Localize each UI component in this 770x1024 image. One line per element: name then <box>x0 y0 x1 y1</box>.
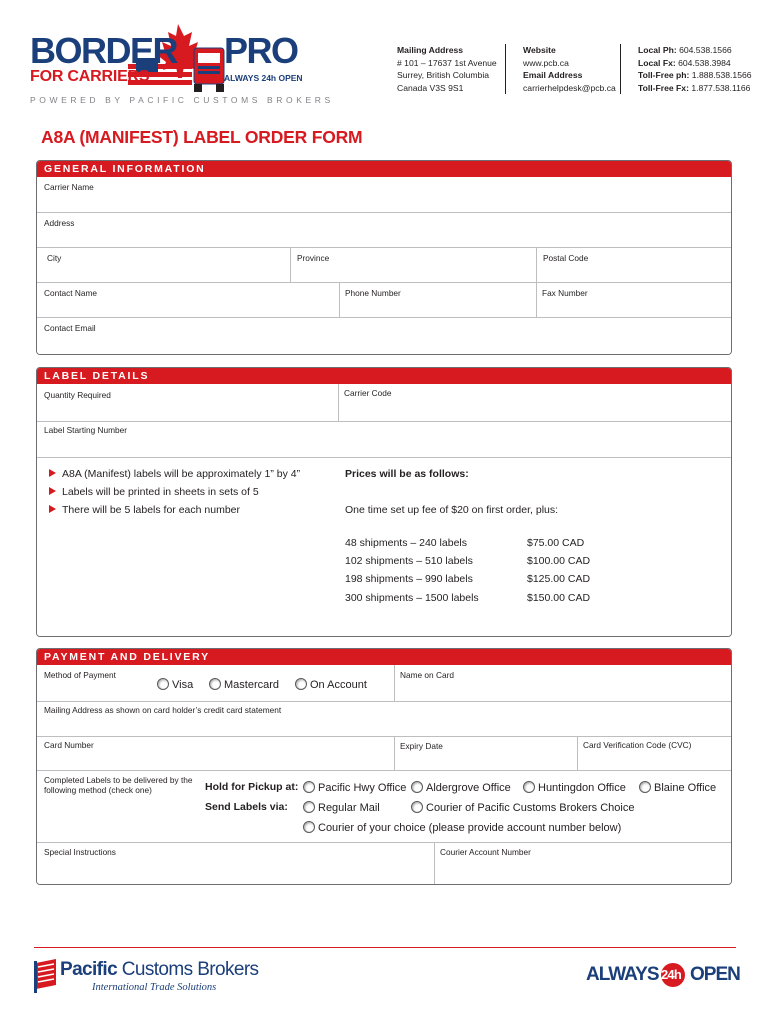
mailing-line-2: Surrey, British Columbia <box>397 70 490 81</box>
city-province-postal-row <box>37 247 731 282</box>
carrier-name-field[interactable] <box>37 177 731 212</box>
mastercard-label: Mastercard <box>224 679 280 691</box>
website-label: Website <box>523 45 556 55</box>
cvc-field[interactable] <box>578 737 732 770</box>
always-word: ALWAYS <box>586 964 659 985</box>
on-account-radio[interactable] <box>295 678 307 690</box>
price-qty-3: 198 shipments – 990 labels <box>345 573 473 585</box>
send-regular-mail-label: Regular Mail <box>318 802 380 814</box>
province-label: Province <box>297 253 330 263</box>
phone-number-field[interactable] <box>340 283 536 317</box>
form-title: A8A (MANIFEST) LABEL ORDER FORM <box>41 127 363 147</box>
pcb-company-name <box>60 959 258 981</box>
pickup-huntingdon-option[interactable] <box>523 781 626 794</box>
always-open-logo <box>586 962 738 988</box>
send-pcb-courier-option[interactable] <box>411 801 634 814</box>
price-amount-3: $125.00 CAD <box>527 573 591 585</box>
address-label: Address <box>44 218 75 228</box>
card-details-row <box>37 736 731 770</box>
general-information-heading: GENERAL INFORMATION <box>37 161 731 177</box>
mailing-address-card-label: Mailing Address as shown on card holder’s credit card statement <box>44 705 282 715</box>
label-details-heading: LABEL DETAILS <box>37 368 731 384</box>
pcb-name-rest: Customs Brokers <box>121 959 259 980</box>
quantity-required-label: Quantity Required <box>44 390 111 400</box>
carrier-name-label: Carrier Name <box>44 182 94 192</box>
website-url[interactable]: www.pcb.ca <box>523 57 569 68</box>
card-number-field[interactable] <box>37 737 394 770</box>
send-labels-via-label: Send Labels via: <box>205 801 288 813</box>
send-pcb-courier-radio[interactable] <box>411 801 423 813</box>
send-own-courier-label: Courier of your choice (please provide account number below) <box>318 822 622 834</box>
payment-method-row <box>37 665 731 701</box>
pickup-blaine-radio[interactable] <box>639 781 651 793</box>
label-starting-number-field[interactable] <box>37 421 731 457</box>
carrier-code-field[interactable] <box>339 384 732 421</box>
visa-label: Visa <box>172 679 194 691</box>
bullet-label-size: A8A (Manifest) labels will be approximately 1” by 4” <box>49 465 300 483</box>
pacific-customs-brokers-logo <box>34 957 264 997</box>
tollfree-fx-value: 1.877.538.1166 <box>691 82 751 93</box>
expiry-date-field[interactable] <box>395 737 577 770</box>
open-word: OPEN <box>690 964 740 985</box>
label-details-section <box>36 367 732 637</box>
header-divider-1 <box>505 44 506 94</box>
payment-delivery-section <box>36 648 732 885</box>
mailing-address-label: Mailing Address <box>397 45 464 55</box>
label-bullet-list <box>49 465 300 519</box>
hold-for-pickup-label: Hold for Pickup at: <box>205 781 299 793</box>
price-amount-1: $75.00 CAD <box>527 537 585 549</box>
email-address[interactable]: carrierhelpdesk@pcb.ca <box>523 82 616 93</box>
price-qty-1: 48 shipments – 240 labels <box>345 537 467 549</box>
border-pro-logo <box>28 22 303 104</box>
logo-always-open: ALWAYS 24h OPEN <box>224 73 303 83</box>
visa-option[interactable] <box>157 678 193 691</box>
local-ph-label: Local Ph: <box>638 45 677 55</box>
name-on-card-field[interactable] <box>395 665 732 701</box>
price-qty-2: 102 shipments – 510 labels <box>345 555 473 567</box>
quantity-required-field[interactable] <box>37 384 338 421</box>
province-field[interactable] <box>291 248 536 282</box>
on-account-option[interactable] <box>295 678 367 691</box>
city-label: City <box>47 253 62 263</box>
pickup-pacific-hwy-option[interactable] <box>303 781 406 794</box>
card-number-label: Card Number <box>44 740 94 750</box>
footer-divider <box>34 947 736 948</box>
name-on-card-label: Name on Card <box>400 670 454 680</box>
setup-fee-text: One time set up fee of $20 on first order, plus: <box>345 504 559 516</box>
pickup-pacific-hwy-label: Pacific Hwy Office <box>318 782 407 794</box>
contact-phone-fax-row <box>37 282 731 317</box>
prices-title: Prices will be as follows: <box>345 468 469 480</box>
header-divider-2 <box>620 44 621 94</box>
method-of-payment-label: Method of Payment <box>44 670 116 680</box>
hours-24h: 24h <box>661 967 682 982</box>
pickup-blaine-label: Blaine Office <box>654 782 717 794</box>
visa-radio[interactable] <box>157 678 169 690</box>
pickup-pacific-hwy-radio[interactable] <box>303 781 315 793</box>
fax-number-label: Fax Number <box>542 288 588 298</box>
mailing-line-3: Canada V3S 9S1 <box>397 82 464 93</box>
fax-number-field[interactable] <box>537 283 732 317</box>
general-information-section <box>36 160 732 355</box>
pickup-huntingdon-radio[interactable] <box>523 781 535 793</box>
local-fx-label: Local Fx: <box>638 57 676 68</box>
pcb-tagline: International Trade Solutions <box>92 982 217 993</box>
contact-name-field[interactable] <box>37 283 339 317</box>
postal-code-label: Postal Code <box>543 253 589 263</box>
send-regular-mail-radio[interactable] <box>303 801 315 813</box>
pickup-blaine-option[interactable] <box>639 781 716 794</box>
logo-border-word: BORDER <box>30 30 178 71</box>
tollfree-ph-value: 1.888.538.1566 <box>691 70 752 81</box>
logo-pro-word: PRO <box>224 30 298 71</box>
pickup-huntingdon-label: Huntingdon Office <box>538 782 626 794</box>
send-own-courier-radio[interactable] <box>303 821 315 833</box>
quantity-carrier-row <box>37 384 731 421</box>
mastercard-option[interactable] <box>209 678 279 691</box>
send-regular-mail-option[interactable] <box>303 801 380 814</box>
delivery-method-row <box>37 770 731 842</box>
phone-block <box>638 44 752 94</box>
pickup-aldergrove-option[interactable] <box>411 781 511 794</box>
delivery-method-label: Completed Labels to be delivered by the following method (check one) <box>44 775 193 795</box>
pcb-flag-icon <box>34 959 58 993</box>
special-instructions-label: Special Instructions <box>44 847 116 857</box>
pickup-aldergrove-radio[interactable] <box>411 781 423 793</box>
contact-email-label: Contact Email <box>44 323 96 333</box>
courier-account-field[interactable] <box>435 843 732 885</box>
city-field[interactable] <box>37 248 290 282</box>
pcb-name-bold: Pacific <box>60 959 118 980</box>
mailing-address-card-field[interactable] <box>37 701 731 736</box>
tollfree-fx-label: Toll-Free Fx: <box>638 82 689 93</box>
local-ph-value: 604.538.1566 <box>679 45 732 55</box>
tollfree-ph-label: Toll-Free ph: <box>638 70 690 81</box>
phone-number-label: Phone Number <box>345 288 401 298</box>
local-fx-value: 604.538.3984 <box>678 57 731 68</box>
price-amount-4: $150.00 CAD <box>527 592 591 604</box>
cvc-label: Card Verification Code (CVC) <box>583 740 692 750</box>
mailing-address-block <box>397 44 497 94</box>
logo-for-carriers: FOR CARRIERS <box>30 68 150 85</box>
postal-code-field[interactable] <box>537 248 732 282</box>
payment-delivery-heading: PAYMENT AND DELIVERY <box>37 649 731 665</box>
mastercard-radio[interactable] <box>209 678 221 690</box>
carrier-code-label: Carrier Code <box>344 388 392 398</box>
label-info-area <box>37 457 731 637</box>
contact-email-field[interactable] <box>37 317 731 355</box>
courier-account-label: Courier Account Number <box>440 847 531 857</box>
bullet-labels-per-number: There will be 5 labels for each number <box>49 501 300 519</box>
special-instructions-field[interactable] <box>37 843 434 885</box>
send-pcb-courier-label: Courier of Pacific Customs Brokers Choice <box>426 802 635 814</box>
label-starting-number-label: Label Starting Number <box>44 425 128 435</box>
website-block <box>523 44 616 94</box>
pickup-aldergrove-label: Aldergrove Office <box>426 782 511 794</box>
expiry-date-label: Expiry Date <box>400 741 443 751</box>
price-amount-2: $100.00 CAD <box>527 555 591 567</box>
on-account-label: On Account <box>310 679 367 691</box>
price-qty-4: 300 shipments – 1500 labels <box>345 592 479 604</box>
address-field[interactable] <box>37 212 731 247</box>
powered-by-text: POWERED BY PACIFIC CUSTOMS BROKERS <box>30 95 334 105</box>
bullet-label-sheets: Labels will be printed in sheets in sets of 5 <box>49 483 300 501</box>
send-own-courier-option[interactable] <box>303 821 621 834</box>
email-label: Email Address <box>523 70 583 81</box>
mailing-line-1: # 101 – 17637 1st Avenue <box>397 57 497 68</box>
contact-name-label: Contact Name <box>44 288 98 298</box>
instructions-row <box>37 842 731 885</box>
